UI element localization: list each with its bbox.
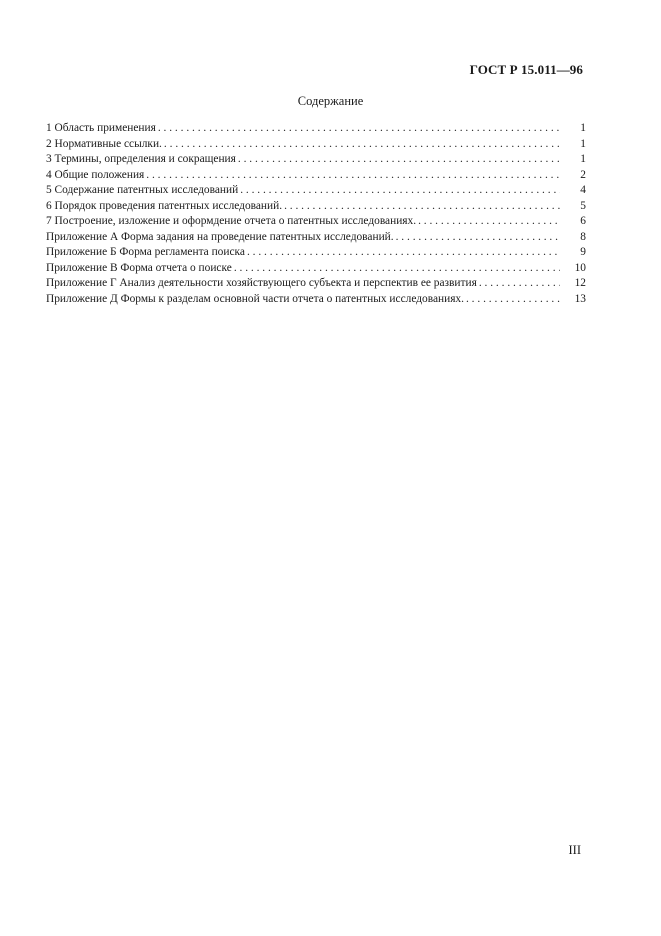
toc-entry-label: Приложение Д Формы к разделам основной части отчета о патентных исследованиях.	[46, 292, 464, 305]
toc-entry[interactable]	[46, 214, 586, 230]
toc-entry-label: 2 Нормативные ссылки.	[46, 137, 162, 150]
toc-leader-dots	[284, 199, 560, 215]
toc-entry-page: 8	[580, 230, 586, 243]
toc-entry-page: 5	[580, 199, 586, 212]
document-code: ГОСТ Р 15.011—96	[469, 62, 583, 77]
toc-entry[interactable]	[46, 276, 586, 292]
toc-leader-dots	[158, 121, 560, 137]
toc-title: Содержание	[297, 94, 364, 108]
toc-entry-label: 4 Общие положения	[46, 168, 145, 181]
toc-entry-page: 4	[580, 184, 586, 196]
toc-entry-label: 5 Содержание патентных исследований	[46, 184, 239, 196]
toc-leader-dots	[238, 152, 560, 168]
toc-entry-page: 1	[580, 153, 586, 165]
toc-entry-page: 13	[574, 292, 586, 305]
toc-entry-page: 6	[580, 215, 586, 227]
table-of-contents	[46, 121, 586, 307]
toc-entry[interactable]	[46, 245, 586, 261]
toc-entry-label: Приложение А Форма задания на проведение патентных исследований.	[46, 230, 394, 243]
toc-entry[interactable]	[46, 137, 586, 153]
toc-entry-label: 1 Область применения	[46, 122, 156, 134]
toc-leader-dots	[396, 230, 560, 246]
toc-entry-label: Приложение Г Анализ деятельности хозяйствующего субъекта и перспектив ее развития	[46, 277, 477, 289]
toc-entry[interactable]	[46, 183, 586, 199]
toc-entry-page: 9	[580, 246, 586, 258]
toc-entry[interactable]	[46, 168, 586, 184]
toc-leader-dots	[164, 137, 560, 153]
toc-entry[interactable]	[46, 199, 586, 215]
toc-entry-page: 1	[580, 122, 586, 134]
toc-entry-page: 2	[580, 168, 586, 181]
toc-entry[interactable]	[46, 152, 586, 168]
toc-entry[interactable]	[46, 261, 586, 277]
toc-leader-dots	[479, 276, 560, 292]
toc-entry-label: Приложение Б Форма регламента поиска	[46, 246, 245, 258]
toc-entry[interactable]	[46, 292, 586, 308]
toc-leader-dots	[418, 214, 560, 230]
toc-entry-page: 12	[574, 277, 586, 289]
toc-leader-dots	[234, 261, 560, 277]
toc-leader-dots	[146, 168, 560, 184]
toc-entry-label: 7 Построение, изложение и оформдение отчета о патентных исследованиях.	[46, 215, 417, 227]
toc-entry-page: 10	[574, 261, 586, 274]
toc-leader-dots	[240, 183, 560, 199]
toc-entry[interactable]	[46, 121, 586, 137]
toc-entry-label: 3 Термины, определения и сокращения	[46, 153, 236, 165]
toc-entry-label: Приложение В Форма отчета о поиске	[46, 261, 232, 274]
toc-entry-label: 6 Порядок проведения патентных исследований.	[46, 199, 283, 212]
toc-leader-dots	[466, 292, 560, 308]
page-number: III	[568, 843, 581, 857]
toc-entry[interactable]	[46, 230, 586, 246]
toc-entry-page: 1	[580, 137, 586, 150]
toc-leader-dots	[247, 245, 560, 261]
